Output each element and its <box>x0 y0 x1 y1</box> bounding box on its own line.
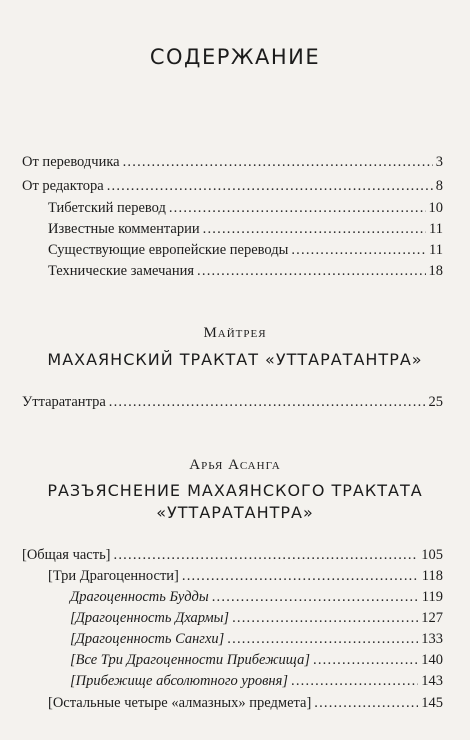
toc-subentry[interactable] <box>48 241 443 259</box>
toc-entry[interactable] <box>22 153 443 171</box>
toc-entry-label: [Прибежище абсолютного уровня] <box>70 673 289 689</box>
toc-entry-page: 105 <box>421 547 443 563</box>
toc-entry-page: 145 <box>421 695 443 711</box>
part2-title-line1: РАЗЪЯСНЕНИЕ МАХАЯНСКОГО ТРАКТАТА <box>47 481 423 500</box>
leader-dots <box>169 199 426 217</box>
part2-author: Арья Асанга <box>189 457 281 473</box>
leader-dots <box>227 630 418 648</box>
toc-entry-label: Драгоценность Будды <box>70 589 209 605</box>
part2-title-line2: «УТТАРАТАНТРА» <box>156 503 314 522</box>
leader-dots <box>314 694 418 712</box>
toc-entry-label: [Три Драгоценности] <box>48 568 179 584</box>
toc-entry-page: 133 <box>421 631 443 647</box>
toc-subentry[interactable] <box>48 567 443 585</box>
toc-subentry[interactable] <box>48 199 443 217</box>
toc-subentry[interactable] <box>48 694 443 712</box>
toc-entry-page: 11 <box>429 242 443 258</box>
toc-entry-page: 143 <box>421 673 443 689</box>
toc-subsubentry[interactable] <box>70 630 443 648</box>
toc-entry-page: 127 <box>421 610 443 626</box>
toc-entry-label: От переводчика <box>22 154 120 170</box>
toc-entry-label: [Все Три Драгоценности Прибежища] <box>70 652 311 668</box>
toc-entry-label: [Общая часть] <box>22 547 111 563</box>
leader-dots <box>182 567 419 585</box>
toc-entry-page: 8 <box>435 178 443 194</box>
toc-entry-page: 11 <box>429 221 443 237</box>
toc-entry-label: Существующие европейские переводы <box>48 242 289 258</box>
toc-entry[interactable] <box>22 177 443 195</box>
leader-dots <box>291 672 418 690</box>
part1-title: МАХАЯНСКИЙ ТРАКТАТ «УТТАРАТАНТРА» <box>47 350 423 369</box>
toc-subsubentry[interactable] <box>70 672 443 690</box>
toc-entry-page: 3 <box>435 154 443 170</box>
toc-entry-label: Тибетский перевод <box>48 200 166 216</box>
toc-subsubentry[interactable] <box>70 651 443 669</box>
leader-dots <box>232 609 418 627</box>
toc-entry-page: 118 <box>421 568 443 584</box>
toc-entry-label: Известные комментарии <box>48 221 200 237</box>
leader-dots <box>123 153 433 171</box>
toc-subentry[interactable] <box>48 262 443 280</box>
toc-entry-label: Уттаратантра <box>22 394 106 410</box>
leader-dots <box>212 588 419 606</box>
leader-dots <box>109 393 426 411</box>
toc-subentry[interactable] <box>48 220 443 238</box>
leader-dots <box>313 651 418 669</box>
toc-entry-label: От редактора <box>22 178 104 194</box>
toc-entry[interactable] <box>22 393 443 411</box>
toc-subsubentry[interactable] <box>70 588 443 606</box>
toc-entry-label: [Драгоценность Дхармы] <box>70 610 230 626</box>
leader-dots <box>107 177 433 195</box>
leader-dots <box>291 241 426 259</box>
toc-entry-page: 18 <box>428 263 443 279</box>
toc-entry-page: 140 <box>421 652 443 668</box>
toc-entry-page: 25 <box>428 394 443 410</box>
toc-entry-page: 10 <box>428 200 443 216</box>
toc-entry-label: [Драгоценность Сангхи] <box>70 631 225 647</box>
toc-subsubentry[interactable] <box>70 609 443 627</box>
contents-title: СОДЕРЖАНИЕ <box>149 45 321 69</box>
leader-dots <box>197 262 425 280</box>
toc-entry-label: Технические замечания <box>48 263 195 279</box>
leader-dots <box>203 220 426 238</box>
toc-entry[interactable] <box>22 546 443 564</box>
toc-entry-page: 119 <box>421 589 443 605</box>
leader-dots <box>114 546 419 564</box>
toc-entry-label: [Остальные четыре «алмазных» предмета] <box>48 695 312 711</box>
part1-author: Майтрея <box>203 325 267 341</box>
